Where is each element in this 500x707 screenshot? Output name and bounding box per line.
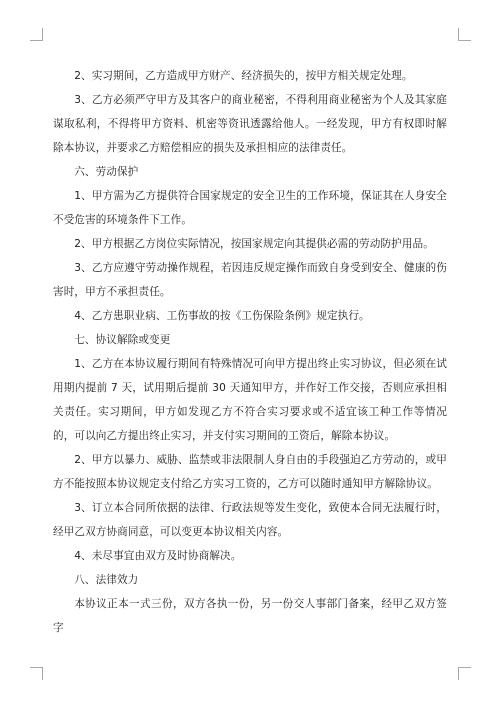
document-body xyxy=(53,64,447,640)
paragraph-clause-7-1: 1、乙方在本协议履行期间有特殊情况可向甲方提出终止实习协议，但必须在试用期内提前 7 天，试用期后提前 30 天通知甲方，并作好工作交接，否则应承担相关责任。实习期间，甲方如发现乙方不符合实习要求或不适宜该工种工作等情况的，可以向乙方提出终止实习，并支付实习期间的工资后，解除本协议。 xyxy=(53,358,447,442)
paragraph-clause-8-1: 本协议正本一式三份，双方各执一份，另一份交人事部门备案，经甲乙双方签字 xyxy=(53,598,447,634)
section-heading-8: 八、法律效力 xyxy=(74,574,139,586)
section-heading-7: 七、协议解除或变更 xyxy=(74,334,171,346)
paragraph-clause-7-2: 2、甲方以暴力、威胁、监禁或非法限制人身自由的手段强迫乙方劳动的，或甲方不能按照本协议规定支付给乙方实习工资的，乙方可以随时通知甲方解除协议。 xyxy=(53,454,447,490)
crop-mark-bottom-left xyxy=(30,667,43,680)
paragraph-clause-6-1: 1、甲方需为乙方提供符合国家规定的安全卫生的工作环境，保证其在人身安全不受危害的环境条件下工作。 xyxy=(53,190,447,226)
paragraph-clause-6-4: 4、乙方患职业病、工伤事故的按《工伤保险条例》规定执行。 xyxy=(74,310,370,322)
paragraph-clause-7-4: 4、未尽事宜由双方及时协商解决。 xyxy=(74,550,242,562)
paragraph-clause-6-3: 3、乙方应遵守劳动操作规程，若因违反规定操作而致自身受到安全、健康的伤害时，甲方不承担责任。 xyxy=(53,262,447,298)
paragraph-clause-6-2: 2、甲方根据乙方岗位实际情况，按国家规定向其提供必需的劳动防护用品。 xyxy=(74,238,434,250)
section-heading-6: 六、劳动保护 xyxy=(74,166,139,178)
crop-mark-top-left xyxy=(30,28,43,41)
crop-mark-top-right xyxy=(458,28,471,41)
paragraph-clause-7-3: 3、订立本合同所依据的法律、行政法规等发生变化，致使本合同无法履行时，经甲乙双方协商同意，可以变更本协议相关内容。 xyxy=(53,502,447,538)
paragraph-clause-5-3: 3、乙方必须严守甲方及其客户的商业秘密，不得利用商业秘密为个人及其家庭谋取私利，不得将甲方资料、机密等资讯透露给他人。一经发现，甲方有权即时解除本协议，并要求乙方赔偿相应的损失及承担相应的法律责任。 xyxy=(53,94,447,154)
crop-mark-bottom-right xyxy=(458,667,471,680)
paragraph-clause-5-2: 2、实习期间，乙方造成甲方财产、经济损失的，按甲方相关规定处理。 xyxy=(74,70,413,82)
